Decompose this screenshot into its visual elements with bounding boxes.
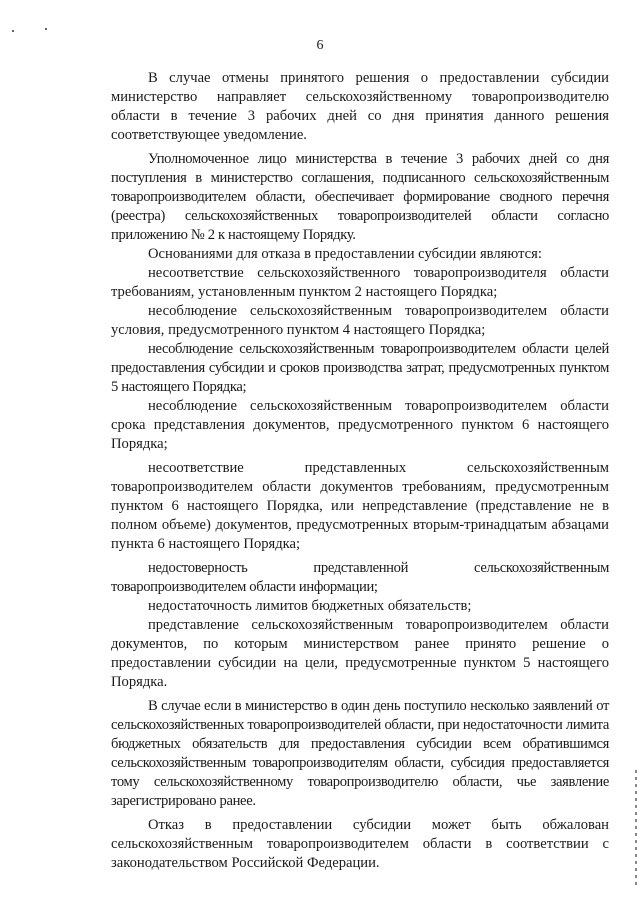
page-number: 6	[316, 38, 324, 53]
paragraph-same-day-applications: В случае если в министерство в один день поступило несколько заявлений от сельскохозяйственных товаропроизводителей области, при недостаточности лимита бюджетных обязательств для предоставления субсидии всем обратившимся сельскохозяйственным товаропроизводителям области, субсидия предоставляется тому сельскохозяйственному товаропроизводителю области, чье заявление зарегистрировано ранее.	[111, 698, 609, 809]
list-item-refusal-ground: несоответствие представленных сельскохозяйственным товаропроизводителем области документов требованиям, предусмотренным пунктом 6 настоящего Порядка, или непредставление (представление не в полном объеме) документов, предусмотренных вторым-тринадцатым абзацами пункта 6 настоящего Порядка;	[111, 460, 609, 552]
paragraph-appeal: Отказ в предоставлении субсидии может быть обжалован сельскохозяйственным товаропроизводителем области в соответствии с законодательством Российской Федерации.	[111, 817, 609, 871]
list-item-refusal-ground: несоблюдение сельскохозяйственным товаропроизводителем области условия, предусмотренного пунктом 4 настоящего Порядка;	[111, 303, 609, 338]
paragraph-cancel-decision: В случае отмены принятого решения о предоставлении субсидии министерство направляет сельскохозяйственному товаропроизводителю области в течение 3 рабочих дней со дня принятия данного решения соответствующее уведомление.	[111, 70, 609, 143]
scan-speck	[12, 30, 14, 32]
document-body	[111, 69, 609, 873]
list-item-refusal-ground: несоблюдение сельскохозяйственным товаропроизводителем области срока представления документов, предусмотренного пунктом 6 настоящего Порядка;	[111, 398, 609, 452]
scan-speck	[45, 28, 47, 30]
list-item-refusal-ground: представление сельскохозяйственным товаропроизводителем области документов, по которым министерством ранее принято решение о предоставлении субсидии на цели, предусмотренные пунктом 5 настоящего Порядка.	[111, 617, 609, 690]
list-item-refusal-ground: несоблюдение сельскохозяйственным товаропроизводителем области целей предоставления субсидии и сроков производства затрат, предусмотренных пунктом 5 настоящего Порядка;	[111, 341, 609, 395]
list-item-refusal-ground: недостаточность лимитов бюджетных обязательств;	[148, 598, 472, 614]
list-item-refusal-ground: недостоверность представленной сельскохозяйственным товаропроизводителем области информации;	[111, 560, 609, 595]
list-item-refusal-ground: несоответствие сельскохозяйственного товаропроизводителя области требованиям, установленным пунктом 2 настоящего Порядка;	[111, 265, 609, 300]
scan-edge-mark	[635, 770, 637, 888]
paragraph-refusal-grounds-intro: Основаниями для отказа в предоставлении субсидии являются:	[148, 246, 542, 262]
paragraph-registry: Уполномоченное лицо министерства в течение 3 рабочих дней со дня поступления в министерство соглашения, подписанного сельскохозяйственным товаропроизводителем области, обеспечивает формирование сводного перечня (реестра) сельскохозяйственных товаропроизводителей области согласно приложению № 2 к настоящему Порядку.	[111, 151, 609, 243]
